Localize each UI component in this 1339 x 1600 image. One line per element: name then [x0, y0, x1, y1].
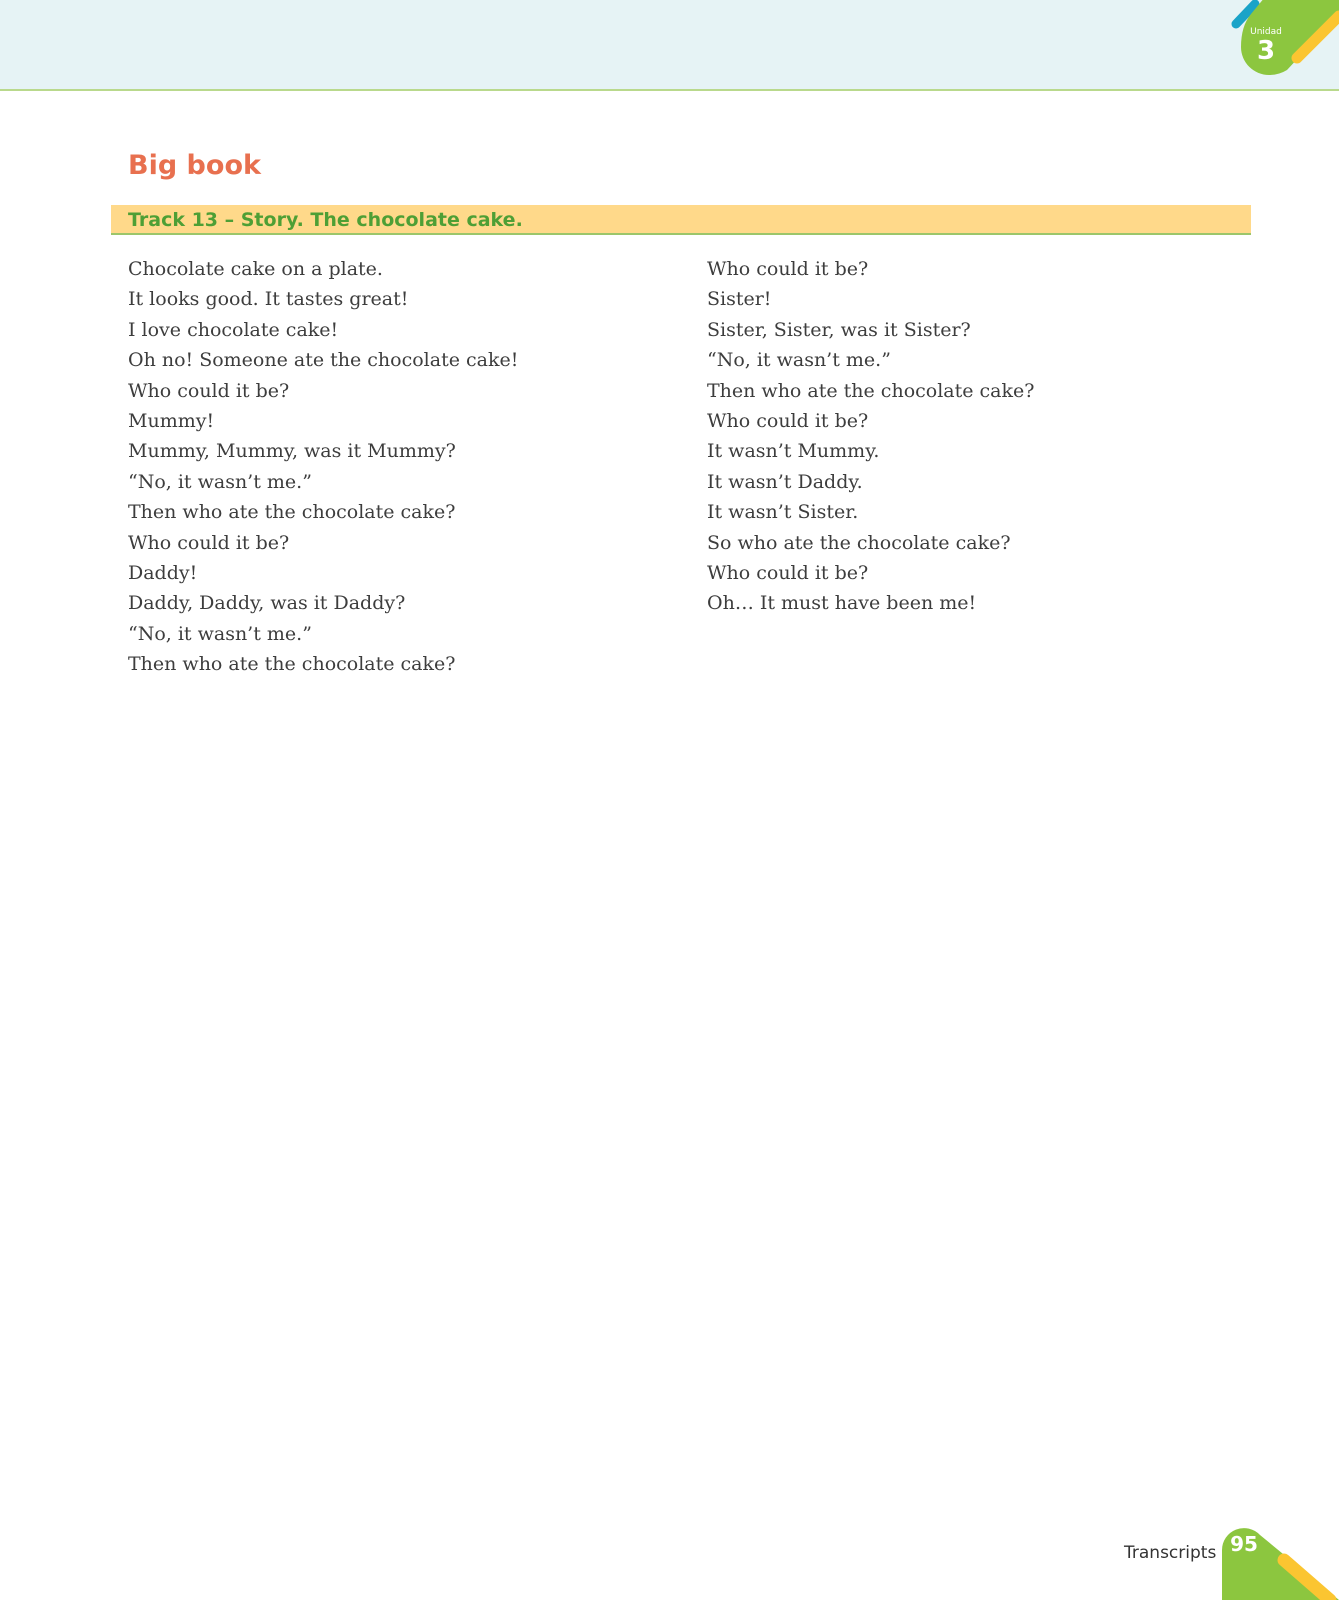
- unit-badge: [1219, 0, 1339, 90]
- story-line: Daddy!: [128, 562, 198, 585]
- story-line: Who could it be?: [707, 410, 869, 433]
- page-number-badge: [1222, 1524, 1339, 1600]
- section-title: Big book: [128, 150, 261, 181]
- page-number: 95: [1230, 1532, 1258, 1556]
- top-header-band: [0, 0, 1339, 91]
- story-line: “No, it wasn’t me.”: [128, 470, 312, 493]
- story-line: Who could it be?: [128, 379, 290, 402]
- story-line: Daddy, Daddy, was it Daddy?: [128, 592, 406, 615]
- story-line: It wasn’t Daddy.: [707, 470, 863, 493]
- story-line: I love chocolate cake!: [128, 318, 339, 341]
- story-line: It wasn’t Mummy.: [707, 440, 880, 463]
- story-line: Then who ate the chocolate cake?: [128, 501, 456, 524]
- story-line: It looks good. It tastes great!: [128, 288, 409, 311]
- track-title-bar: [111, 205, 1251, 235]
- story-left-column: [128, 254, 518, 680]
- story-line: Oh… It must have been me!: [707, 592, 977, 615]
- story-line: “No, it wasn’t me.”: [707, 349, 891, 372]
- track-title: Track 13 – Story. The chocolate cake.: [128, 209, 523, 231]
- story-line: Sister!: [707, 288, 772, 311]
- unit-number: 3: [1256, 36, 1276, 66]
- story-line: Who could it be?: [707, 258, 869, 280]
- story-line: Oh no! Someone ate the chocolate cake!: [128, 349, 519, 372]
- story-line: Then who ate the chocolate cake?: [707, 379, 1035, 402]
- story-line: It wasn’t Sister.: [707, 501, 859, 524]
- story-line: Sister, Sister, was it Sister?: [707, 318, 971, 341]
- story-line: Chocolate cake on a plate.: [128, 258, 383, 280]
- story-line: “No, it wasn’t me.”: [128, 622, 312, 645]
- story-line: Then who ate the chocolate cake?: [128, 653, 456, 676]
- story-line: Who could it be?: [707, 562, 869, 585]
- footer-section-label: Transcripts: [1124, 1543, 1217, 1563]
- story-line: Who could it be?: [128, 531, 290, 554]
- story-line: Mummy!: [128, 410, 215, 433]
- story-right-column: [707, 254, 1034, 619]
- story-line: So who ate the chocolate cake?: [707, 531, 1011, 554]
- story-line: Mummy, Mummy, was it Mummy?: [128, 440, 456, 463]
- unit-label: Unidad: [1250, 27, 1282, 37]
